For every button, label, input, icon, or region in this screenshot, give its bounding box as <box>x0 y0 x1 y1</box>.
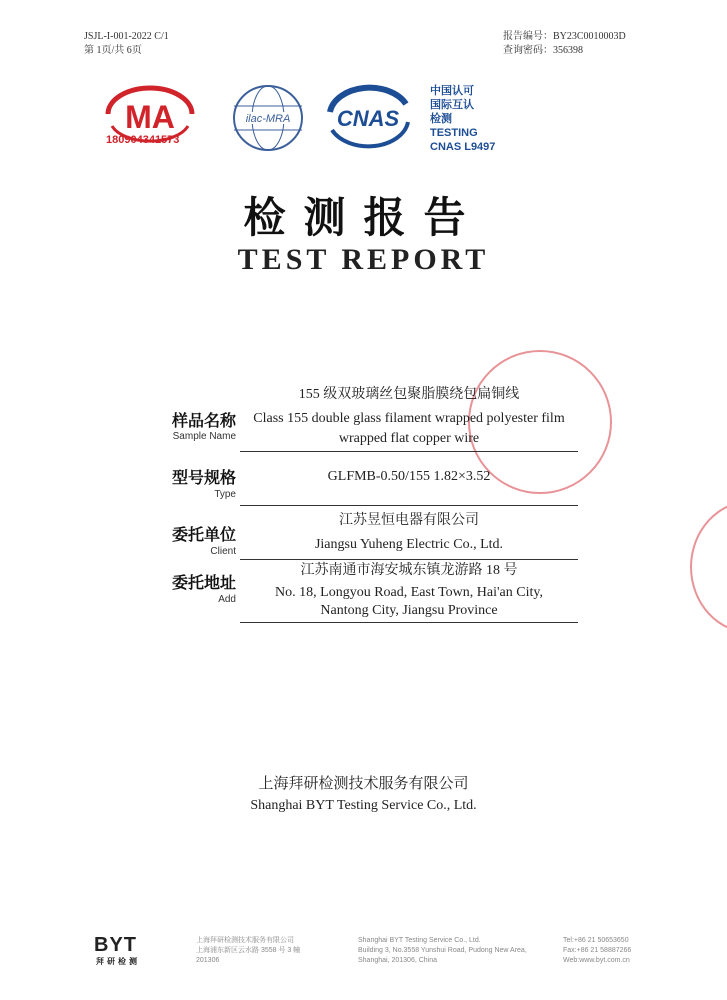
byt-logo: BYT <box>94 934 137 956</box>
sample-name-underline <box>240 451 578 452</box>
address-underline <box>240 622 578 623</box>
page-info: 第 1页/共 6页 <box>84 45 142 56</box>
cnas-line-4: TESTING <box>430 127 478 139</box>
query-password-row <box>503 44 626 58</box>
address-label-en: Add <box>218 594 236 605</box>
cma-code: 180904341573 <box>106 134 180 146</box>
client-underline <box>240 559 578 560</box>
cnas-accreditation-text <box>430 84 495 154</box>
client-name-cn: 江苏昱恒电器有限公司 <box>339 513 479 528</box>
footer-address-en-2: Building 3, No.3558 Yunshui Road, Pudong New Area, <box>358 947 527 954</box>
header-right <box>503 30 626 58</box>
cma-logo-text: MA <box>125 99 175 135</box>
seam-seal-stamp <box>690 500 727 634</box>
client-label: 委托单位 <box>171 525 236 544</box>
cnas-line-5: CNAS L9497 <box>430 141 496 153</box>
footer <box>0 930 727 970</box>
type-underline <box>240 505 578 506</box>
header-left <box>84 30 169 58</box>
sample-name-label-en: Sample Name <box>172 431 236 442</box>
client-name-en: Jiangsu Yuheng Electric Co., Ltd. <box>314 537 504 552</box>
cnas-line-2: 国际互认 <box>430 99 474 111</box>
issuer-name-en: Shanghai BYT Testing Service Co., Ltd. <box>250 798 477 813</box>
sample-name-en-2: wrapped flat copper wire <box>338 431 480 446</box>
footer-contact <box>563 936 631 966</box>
type-label: 型号规格 <box>171 468 236 487</box>
footer-tel: Tel:+86 21 50653650 <box>563 937 629 944</box>
sample-name-cn: 155 级双玻璃丝包聚脂膜绕包扁铜线 <box>298 387 520 402</box>
footer-fax: Fax:+86 21 58887266 <box>563 947 632 954</box>
report-number-label: 报告编号： <box>503 31 553 42</box>
report-number-row <box>503 30 626 44</box>
type-label-en: Type <box>214 489 236 500</box>
footer-address-cn-3: 201306 <box>196 957 220 964</box>
ilac-logo-text: ilac-MRA <box>245 113 291 125</box>
sample-name-en-1: Class 155 double glass filament wrapped polyester film <box>253 411 565 426</box>
cnas-logo-text: CNAS <box>336 106 400 131</box>
title-english: TEST REPORT <box>237 243 490 276</box>
footer-address-en <box>358 936 527 966</box>
doc-code: JSJL-I-001-2022 C/1 <box>84 31 169 42</box>
report-number: BY23C0010003D <box>553 31 626 42</box>
footer-address-en-1: Shanghai BYT Testing Service Co., Ltd. <box>358 937 481 944</box>
sample-name-label: 样品名称 <box>171 411 236 430</box>
cnas-line-1: 中国认可 <box>430 85 474 97</box>
client-label-en: Client <box>210 546 236 557</box>
title-chinese: 检测报告 <box>243 193 484 242</box>
query-password-label: 查询密码： <box>503 45 553 56</box>
byt-logo-subtitle: 拜研检测 <box>96 957 140 966</box>
accreditation-logos <box>0 78 727 158</box>
address-cn: 江苏南通市海安城东镇龙游路 18 号 <box>300 563 518 578</box>
footer-address-en-3: Shanghai, 201306, China <box>358 957 438 964</box>
address-en-2: Nantong City, Jiangsu Province <box>320 603 498 618</box>
footer-address-cn <box>196 936 300 966</box>
query-password: 356398 <box>553 45 583 56</box>
address-en-1: No. 18, Longyou Road, East Town, Hai'an City, <box>275 585 543 600</box>
type-value: GLFMB-0.50/155 1.82×3.52 <box>327 469 491 484</box>
footer-address-cn-1: 上海拜研检测技术服务有限公司 <box>196 937 294 944</box>
footer-address-cn-2: 上海浦东新区云水路 3558 号 3 幢 <box>196 947 301 954</box>
address-label: 委托地址 <box>171 573 236 592</box>
issuer-name-cn: 上海拜研检测技术服务有限公司 <box>258 774 469 792</box>
cnas-line-3: 检测 <box>430 113 452 125</box>
ilac-mra-logo-icon <box>228 82 308 154</box>
cnas-logo-icon <box>320 82 416 152</box>
footer-web[interactable]: Web:www.byt.com.cn <box>563 957 630 964</box>
